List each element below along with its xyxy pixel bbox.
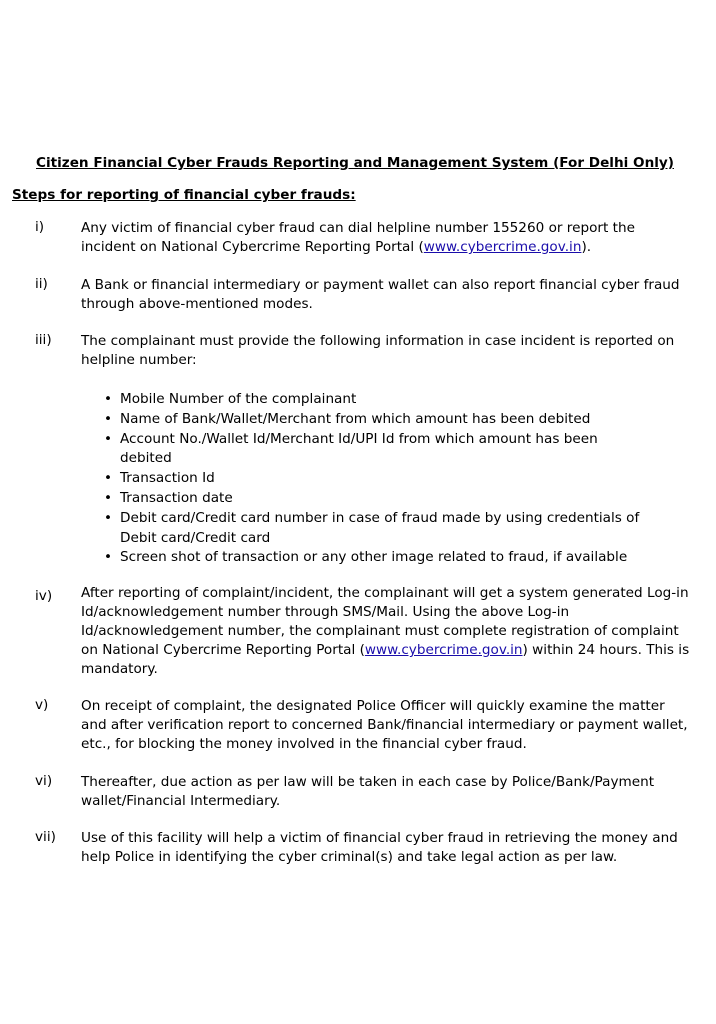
bullet-icon: • xyxy=(104,410,113,427)
list-item xyxy=(104,469,674,489)
step-text-part: ) within 24 hours. This is mandatory. xyxy=(81,642,690,677)
step-text: Thereafter, due action as per law will be taken in each case by Police/Bank/Payment wallet/Financial Intermediary. xyxy=(81,774,655,809)
step-number: iv) xyxy=(35,588,53,604)
step-text-part: Any victim of financial cyber fraud can dial helpline number 155260 or report the incident on National Cybercrime Reporting Portal ( xyxy=(81,220,635,255)
list-item xyxy=(104,509,674,549)
list-item-text: Transaction date xyxy=(120,489,233,506)
step-number: ii) xyxy=(35,276,48,292)
step-text-part: ). xyxy=(581,239,592,255)
step-text: The complainant must provide the following information in case incident is reported on helpline number: xyxy=(81,333,675,368)
portal-link[interactable]: www.cybercrime.gov.in xyxy=(364,642,523,658)
step-number: i) xyxy=(35,219,45,235)
step-text: Use of this facility will help a victim of financial cyber fraud in retrieving the money and help Police in identifying the cyber criminal(s) and take legal action as per law. xyxy=(81,830,678,865)
step-text: A Bank or financial intermediary or payment wallet can also report financial cyber fraud through above-mentioned modes. xyxy=(81,277,680,312)
list-item-text: Debit card/Credit card number in case of fraud made by using credentials of Debit card/Credit card xyxy=(120,509,640,546)
step-text xyxy=(81,584,691,679)
step-number: iii) xyxy=(35,332,52,348)
bullet-icon: • xyxy=(104,470,113,487)
section-heading: Steps for reporting of financial cyber frauds: xyxy=(12,187,356,203)
bullet-icon: • xyxy=(104,509,113,526)
list-item-text: Screen shot of transaction or any other image related to fraud, if available xyxy=(120,549,628,566)
list-item-text: Name of Bank/Wallet/Merchant from which amount has been debited xyxy=(120,410,591,427)
bullet-icon: • xyxy=(104,430,113,447)
step-number: vii) xyxy=(35,829,56,845)
step-number: vi) xyxy=(35,773,53,789)
list-item xyxy=(104,410,674,430)
step-text: On receipt of complaint, the designated Police Officer will quickly examine the matter and after verification report to concerned Bank/financial intermediary or payment wallet, etc., for blocking the money involved in the financial cyber fraud. xyxy=(81,698,688,752)
list-item-text: Account No./Wallet Id/Merchant Id/UPI Id from which amount has been debited xyxy=(120,430,598,467)
required-info-list xyxy=(104,390,674,568)
list-item xyxy=(104,430,674,470)
portal-link[interactable]: www.cybercrime.gov.in xyxy=(423,239,582,255)
bullet-icon: • xyxy=(104,391,113,407)
bullet-icon: • xyxy=(104,489,113,506)
step-number: v) xyxy=(35,697,49,713)
step-text xyxy=(81,219,691,257)
list-item xyxy=(104,390,674,410)
list-item xyxy=(104,548,674,568)
step-text-part: After reporting of complaint/incident, the complainant will get a system generated Log-in Id/acknowledgement number through SMS/Mail. Using the above Log-in Id/acknowledgement number, the complainant must complete registration of complaint on National Cybercrime Reporting Portal ( xyxy=(81,585,689,658)
list-item-text: Mobile Number of the complainant xyxy=(120,391,357,407)
bullet-icon: • xyxy=(104,549,113,566)
list-item xyxy=(104,489,674,509)
list-item-text: Transaction Id xyxy=(120,470,215,487)
page-title: Citizen Financial Cyber Frauds Reporting and Management System (For Delhi Only) xyxy=(36,155,674,171)
